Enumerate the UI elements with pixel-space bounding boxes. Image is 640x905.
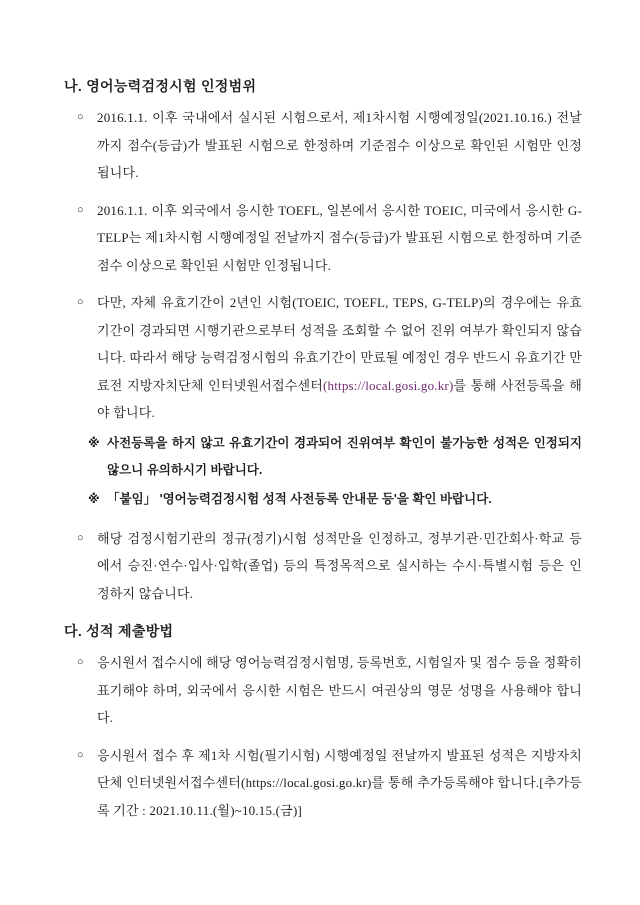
section-heading-da: 다. 성적 제출방법 (64, 623, 174, 639)
reference-mark-icon: ※ (88, 491, 100, 506)
paragraph-text-segment: 를 통해 사전등록을 해야 합니다. (97, 377, 582, 420)
note-text: 「붙임」 '영어능력검정시험 성적 사전등록 안내문 등'을 확인 바랍니다. (107, 491, 492, 506)
note-paragraph (88, 430, 582, 484)
bullet-paragraph (77, 525, 582, 608)
paragraph-text-segment: 다만, 자체 유효기간이 2년인 시험(TOEIC, TOEFL, TEPS, G-TELP)의 경우에는 유효기간이 경과되면 시행기관으로부터 성적을 조회할 수 없어 진위 여부가 확인되지 않습니다. 따라서 해당 능력검정시험의 유효기간이 만료될 예정인 경우 반드시 유효기간 만료전 지방자치단체 인터넷원서접수센터 (97, 295, 582, 393)
bullet-paragraph (77, 742, 582, 825)
section-score-submission (64, 621, 582, 824)
circle-bullet-marker: ○ (77, 531, 84, 544)
bullet-paragraph (77, 104, 582, 187)
paragraph-text: 응시원서 접수 후 제1차 시험(필기시험) 시행예정일 전날까지 발표된 성적은 지방자치단체 인터넷원서접수센터(https://local.gosi.go.kr)를 통해 추가등록해야 합니다.[추가등록 기간 : 2021.10.11.(월)~10.15.(금)] (97, 747, 582, 818)
paragraph-text (97, 289, 582, 427)
circle-bullet-marker: ○ (77, 748, 84, 761)
bullet-paragraph (77, 649, 582, 732)
paragraph-text: 해당 검정시험기관의 정규(정기)시험 성적만을 인정하고, 정부기관·민간회사·학교 등에서 승진·연수·입사·입학(졸업) 등의 특정목적으로 실시하는 수시·특별시험 등은 인정하지 않습니다. (97, 530, 582, 601)
reference-mark-icon: ※ (88, 435, 100, 450)
note-paragraph (88, 486, 582, 513)
note-text: 사전등록을 하지 않고 유효기간이 경과되어 진위여부 확인이 불가능한 성적은 인정되지 않으니 유의하시기 바랍니다. (107, 435, 582, 477)
bullet-paragraph (77, 197, 582, 280)
circle-bullet-marker: ○ (77, 656, 84, 668)
paragraph-text: 응시원서 접수시에 해당 영어능력검정시험명, 등록번호, 시험일자 및 점수 등을 정확히 표기해야 하며, 외국에서 응시한 시험은 반드시 여권상의 영문 성명을 사용해야 합니다. (97, 655, 582, 725)
section-recognition-scope (64, 76, 582, 607)
section-heading-na: 나. 영어능력검정시험 인정범위 (64, 78, 257, 94)
circle-bullet-marker: ○ (77, 296, 84, 308)
bullet-paragraph (77, 289, 582, 427)
circle-bullet-marker: ○ (77, 203, 84, 216)
pre-registration-url-link[interactable]: (https://local.gosi.go.kr) (323, 377, 454, 393)
paragraph-text: 2016.1.1. 이후 외국에서 응시한 TOEFL, 일본에서 응시한 TOEIC, 미국에서 응시한 G-TELP는 제1차시험 시행예정일 전날까지 점수(등급)가 발표된 시험으로 한정하며 기준점수 이상으로 확인된 시험만 인정됩니다. (97, 202, 582, 273)
circle-bullet-marker: ○ (77, 111, 84, 123)
paragraph-text: 2016.1.1. 이후 국내에서 실시된 시험으로서, 제1차시험 시행예정일(2021.10.16.) 전날까지 점수(등급)가 발표된 시험으로 한정하며 기준점수 이상으로 확인된 시험만 인정됩니다. (97, 110, 582, 180)
